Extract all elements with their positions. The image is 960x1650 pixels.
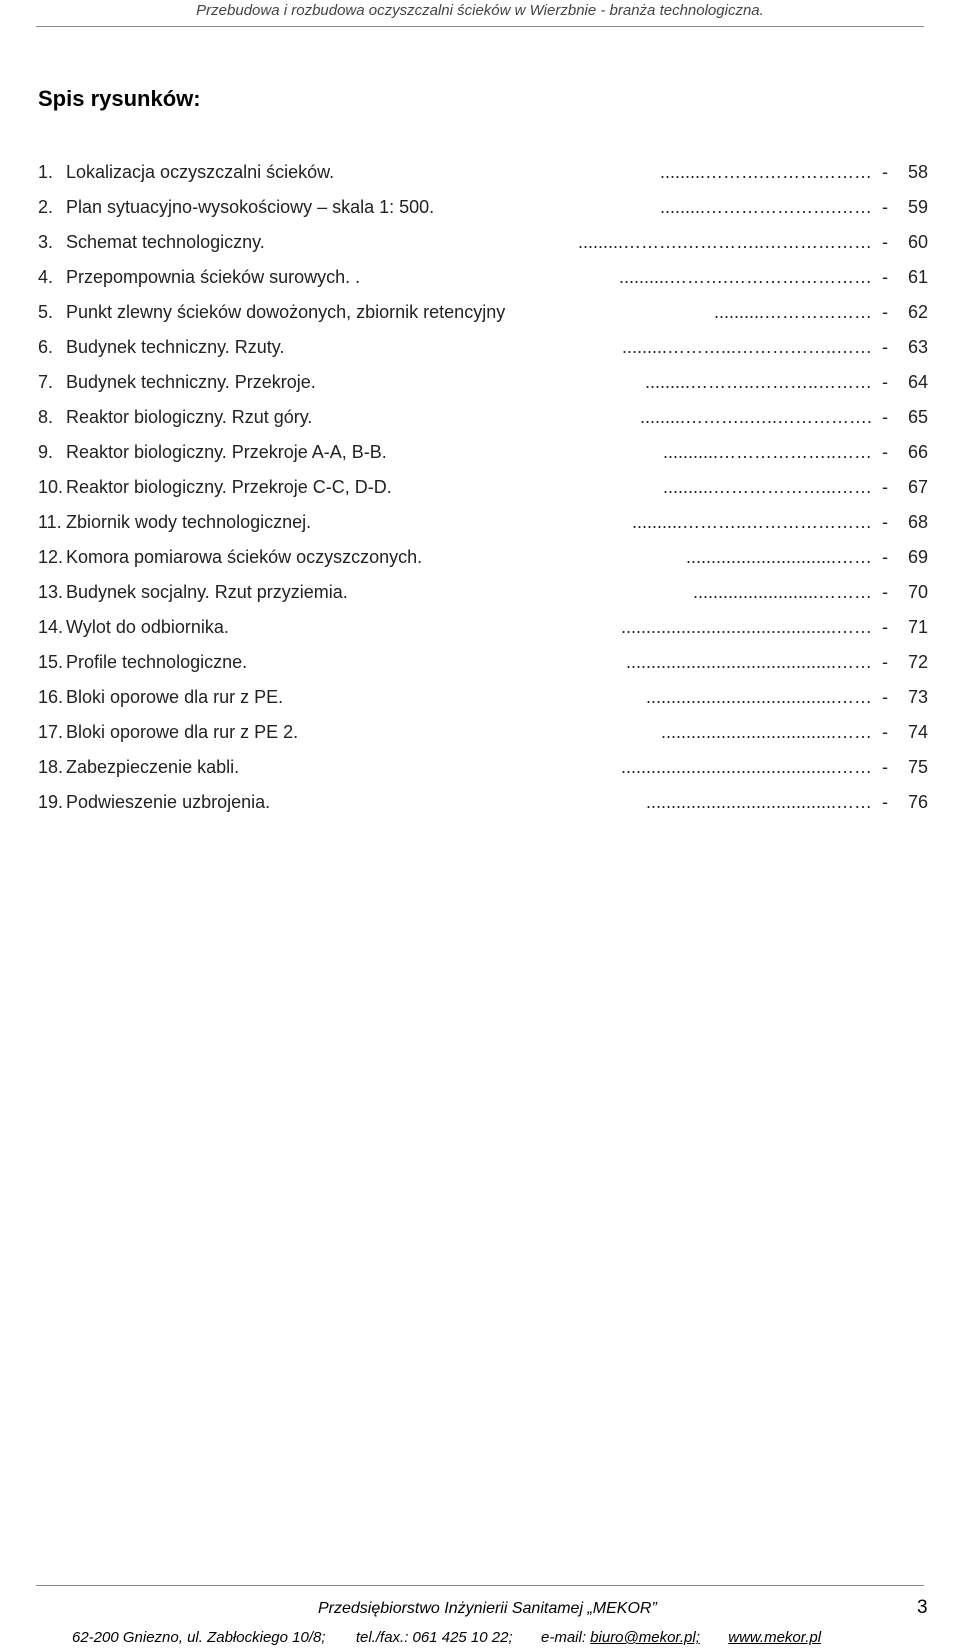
figure-page-number: 59 — [908, 197, 929, 217]
figure-title: Zbiornik wody technologicznej. — [66, 512, 312, 532]
figure-number: 9. — [38, 442, 54, 462]
dot-leader: ……………….………......... — [659, 162, 872, 182]
page-dash: - — [882, 652, 888, 672]
figure-number: 8. — [38, 407, 54, 427]
figure-number: 11. — [38, 512, 62, 532]
figure-number: 16. — [38, 687, 64, 707]
dot-leader: …………………….……….......... — [618, 267, 872, 287]
figure-title: Budynek techniczny. Przekroje. — [66, 372, 316, 392]
figure-page-number: 72 — [908, 652, 929, 672]
figure-number: 10. — [38, 477, 64, 497]
figure-page-number: 71 — [908, 617, 929, 637]
figure-title: Podwieszenie uzbrojenia. — [66, 792, 271, 812]
dot-leader: ……..………………........... — [662, 442, 872, 462]
figure-number: 2. — [38, 197, 54, 217]
footer-divider — [36, 1585, 924, 1586]
figure-page-number: 65 — [908, 407, 929, 427]
page-header: Przebudowa i rozbudowa oczyszczalni ścieków w Wierzbnie - branża technologiczna. — [196, 2, 764, 19]
page-dash: - — [882, 477, 888, 497]
figure-list-item — [38, 687, 938, 722]
figure-list-item — [38, 722, 938, 757]
figure-list-item — [38, 267, 938, 302]
figure-list-item — [38, 337, 938, 372]
figure-title: Reaktor biologiczny. Przekroje A-A, B-B. — [66, 442, 387, 462]
page-dash: - — [882, 232, 888, 252]
figure-number: 18. — [38, 757, 64, 777]
dot-leader: …….…………………......... — [659, 197, 872, 217]
figure-list-item — [38, 547, 938, 582]
dot-leader: ……...................................... — [645, 687, 872, 707]
figure-list-item — [38, 442, 938, 477]
page-dash: - — [882, 687, 888, 707]
footer-email-label: e-mail: — [540, 1629, 586, 1646]
figure-page-number: 69 — [908, 547, 929, 567]
figure-list-item — [38, 197, 938, 232]
footer-phone: tel./fax.: 061 425 10 22; — [355, 1629, 513, 1646]
page-dash: - — [882, 407, 888, 427]
figure-number: 4. — [38, 267, 54, 287]
figure-list-item — [38, 757, 938, 792]
footer-email-link[interactable]: biuro@mekor.pl; — [590, 1629, 700, 1646]
figure-number: 14. — [38, 617, 64, 637]
figure-page-number: 74 — [908, 722, 929, 742]
page-dash: - — [882, 197, 888, 217]
dot-leader: ………………..………….………......... — [577, 232, 872, 252]
figure-title: Przepompownia ścieków surowych. . — [66, 267, 361, 287]
figure-title: Punkt zlewny ścieków dowożonych, zbiornik retencyjny — [66, 302, 506, 322]
figure-title: Profile technologiczne. — [66, 652, 248, 672]
figure-title: Zabezpieczenie kabli. — [66, 757, 240, 777]
dot-leader: .……………..…..………......... — [639, 407, 872, 427]
page-dash: - — [882, 372, 888, 392]
figure-title: Komora pomiarowa ścieków oczyszczonych. — [66, 547, 423, 567]
page-dash: - — [882, 302, 888, 322]
figure-title: Budynek techniczny. Rzuty. — [66, 337, 285, 357]
figure-list-item — [38, 162, 938, 197]
page-dash: - — [882, 722, 888, 742]
figure-number: 19. — [38, 792, 64, 812]
figure-title: Schemat technologiczny. — [66, 232, 265, 252]
page-dash: - — [882, 442, 888, 462]
figure-title: Lokalizacja oczyszczalni ścieków. — [66, 162, 335, 182]
figure-page-number: 68 — [908, 512, 929, 532]
figure-page-number: 70 — [908, 582, 929, 602]
figure-title: Reaktor biologiczny. Rzut góry. — [66, 407, 313, 427]
dot-leader: ……........................................... — [620, 757, 872, 777]
page-number: 3 — [917, 1597, 928, 1618]
page-dash: - — [882, 162, 888, 182]
page-dash: - — [882, 267, 888, 287]
page-dash: - — [882, 337, 888, 357]
figure-title: Budynek socjalny. Rzut przyziemia. — [66, 582, 348, 602]
figure-number: 13. — [38, 582, 64, 602]
dot-leader: …………………..……….......... — [631, 512, 872, 532]
footer-website-link[interactable]: www.mekor.pl — [728, 1629, 822, 1646]
figure-number: 15. — [38, 652, 64, 672]
page-dash: - — [882, 512, 888, 532]
page-dash: - — [882, 617, 888, 637]
figure-number: 12. — [38, 547, 64, 567]
figure-list-item — [38, 407, 938, 442]
figure-list-item — [38, 512, 938, 547]
figure-page-number: 66 — [908, 442, 929, 462]
figure-list-item — [38, 477, 938, 512]
figure-number: 7. — [38, 372, 54, 392]
footer-company: Przedsiębiorstwo Inżynierii Sanitamej „MEKOR” — [318, 1600, 657, 1617]
page-dash: - — [882, 547, 888, 567]
header-divider — [36, 26, 924, 27]
dot-leader: ……...................................... — [645, 792, 872, 812]
dot-leader: ……................................... — [660, 722, 872, 742]
figure-title: Reaktor biologiczny. Przekroje C-C, D-D. — [66, 477, 392, 497]
footer-address: 62-200 Gniezno, ul. Zabłockiego 10/8; — [72, 1629, 326, 1646]
figure-page-number: 75 — [908, 757, 929, 777]
figure-page-number: 62 — [908, 302, 929, 322]
figure-number: 6. — [38, 337, 54, 357]
figure-list-item — [38, 792, 938, 827]
figure-title: Wylot do odbiornika. — [66, 617, 229, 637]
figure-number: 5. — [38, 302, 54, 322]
dot-leader: ……..……………...………......... — [621, 337, 872, 357]
dot-leader: …….......................................... — [625, 652, 872, 672]
page-dash: - — [882, 792, 888, 812]
figure-list — [38, 162, 938, 827]
figure-number: 1. — [38, 162, 54, 182]
figure-page-number: 67 — [908, 477, 929, 497]
dot-leader: ……………….......... — [713, 302, 872, 322]
figure-list-item — [38, 232, 938, 267]
figure-page-number: 76 — [908, 792, 929, 812]
dot-leader: ……........................................... — [620, 617, 872, 637]
figure-page-number: 63 — [908, 337, 929, 357]
figure-list-item — [38, 302, 938, 337]
figure-number: 17. — [38, 722, 64, 742]
figure-title: Bloki oporowe dla rur z PE 2. — [66, 722, 299, 742]
page-dash: - — [882, 582, 888, 602]
dot-leader: ……...……………….......... — [662, 477, 872, 497]
figure-list-item — [38, 652, 938, 687]
dot-leader: ………......................... — [692, 582, 872, 602]
page-dash: - — [882, 757, 888, 777]
figure-list-item — [38, 372, 938, 407]
figure-list-item — [38, 582, 938, 617]
footer-contact — [72, 1629, 821, 1646]
figure-page-number: 64 — [908, 372, 929, 392]
page-title: Spis rysunków: — [38, 86, 201, 111]
figure-page-number: 60 — [908, 232, 929, 252]
figure-page-number: 61 — [908, 267, 929, 287]
figure-page-number: 73 — [908, 687, 929, 707]
figure-list-item — [38, 617, 938, 652]
figure-page-number: 58 — [908, 162, 929, 182]
figure-number: 3. — [38, 232, 54, 252]
figure-title: Plan sytuacyjno-wysokościowy – skala 1: 500. — [66, 197, 435, 217]
dot-leader: ………..………..………......... — [644, 372, 872, 392]
dot-leader: …….............................. — [685, 547, 872, 567]
figure-title: Bloki oporowe dla rur z PE. — [66, 687, 284, 707]
